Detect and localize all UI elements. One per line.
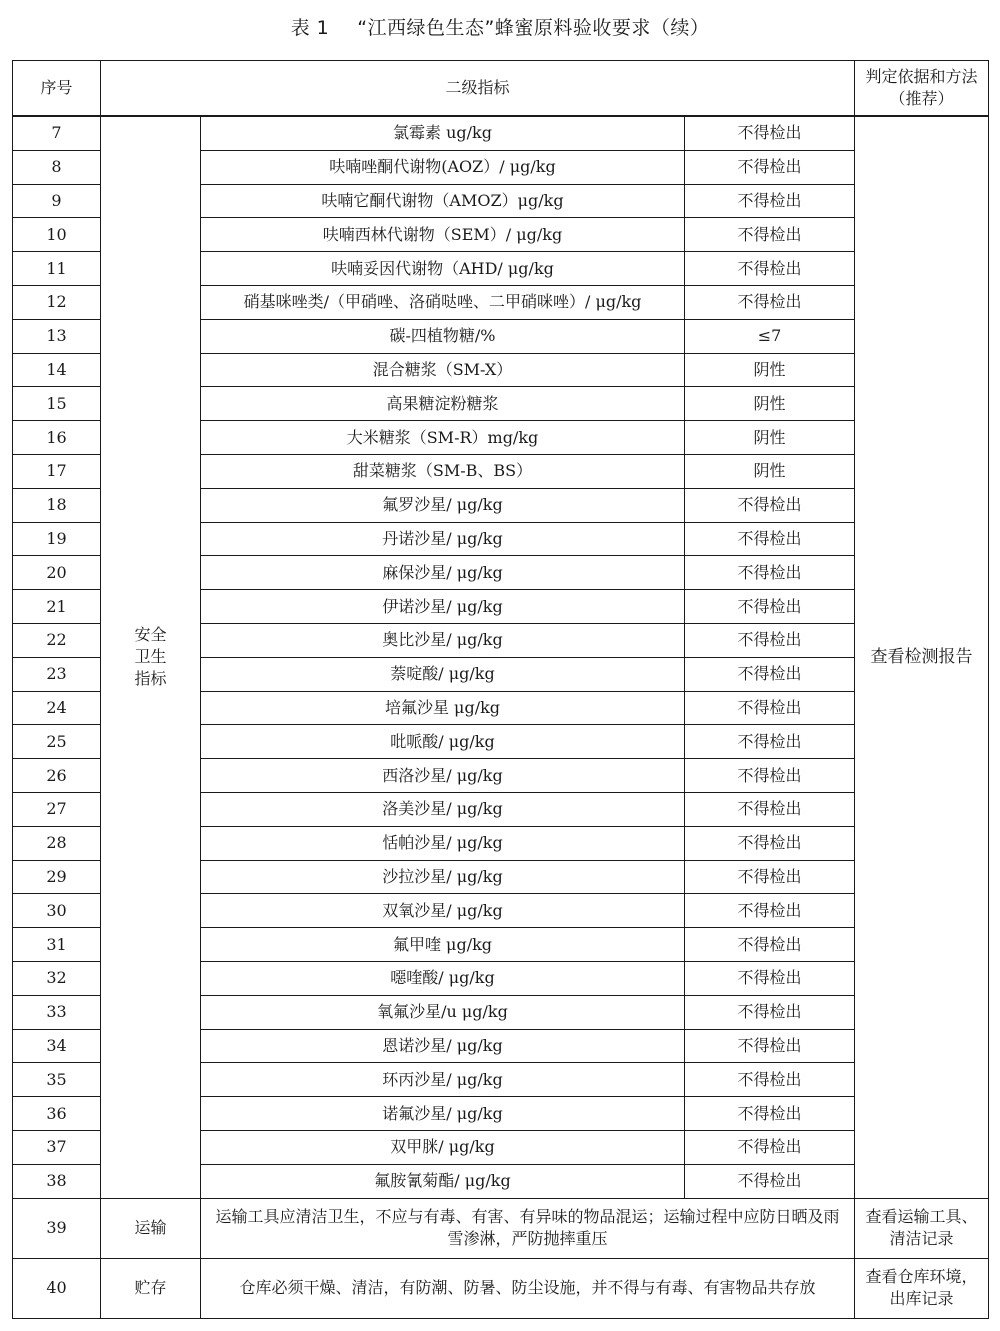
row-number: 38 — [13, 1164, 101, 1198]
row-number: 10 — [13, 218, 101, 252]
indicator-item: 伊诺沙星/ μg/kg — [201, 590, 685, 624]
indicator-value: 不得检出 — [685, 792, 855, 826]
row-number: 37 — [13, 1130, 101, 1164]
indicator-value: 不得检出 — [685, 894, 855, 928]
indicator-value: 不得检出 — [685, 590, 855, 624]
row-number: 21 — [13, 590, 101, 624]
indicator-value: 不得检出 — [685, 252, 855, 286]
indicator-item: 噁喹酸/ μg/kg — [201, 961, 685, 995]
header-indicator: 二级指标 — [101, 61, 855, 117]
table-row — [13, 1198, 989, 1258]
table-number: 表 1 — [290, 17, 330, 39]
row-number: 11 — [13, 252, 101, 286]
indicator-item: 沙拉沙星/ μg/kg — [201, 860, 685, 894]
row-number: 8 — [13, 150, 101, 184]
indicator-item: 麻保沙星/ μg/kg — [201, 556, 685, 590]
indicator-value: 不得检出 — [685, 1164, 855, 1198]
indicator-item: 洛美沙星/ μg/kg — [201, 792, 685, 826]
requirement-text: 仓库必须干燥、清洁，有防潮、防暑、防尘设施，并不得与有毒、有害物品共存放 — [201, 1258, 855, 1318]
indicator-item: 碳-四植物糖/% — [201, 319, 685, 353]
indicator-item: 呋喃妥因代谢物（AHD/ μg/kg — [201, 252, 685, 286]
indicator-item: 混合糖浆（SM-X） — [201, 353, 685, 387]
row-number: 16 — [13, 421, 101, 455]
indicator-item: 诺氟沙星/ μg/kg — [201, 1097, 685, 1131]
indicator-value: ≤7 — [685, 319, 855, 353]
indicator-value: 不得检出 — [685, 860, 855, 894]
indicator-value: 不得检出 — [685, 1130, 855, 1164]
requirements-table — [12, 60, 989, 1319]
table-title — [0, 10, 1000, 46]
indicator-item: 吡哌酸/ μg/kg — [201, 725, 685, 759]
indicator-item: 氧氟沙星/u μg/kg — [201, 995, 685, 1029]
header-method: 判定依据和方法（推荐） — [855, 61, 989, 117]
indicator-value: 不得检出 — [685, 725, 855, 759]
row-number: 22 — [13, 623, 101, 657]
indicator-item: 萘啶酸/ μg/kg — [201, 657, 685, 691]
indicator-item: 双甲脒/ μg/kg — [201, 1130, 685, 1164]
row-number: 36 — [13, 1097, 101, 1131]
row-number: 30 — [13, 894, 101, 928]
row-number: 31 — [13, 928, 101, 962]
requirement-text: 运输工具应清洁卫生，不应与有毒、有害、有异味的物品混运；运输过程中应防日晒及雨雪渗淋，严防抛摔重压 — [201, 1198, 855, 1258]
row-number: 14 — [13, 353, 101, 387]
indicator-item: 呋喃它酮代谢物（AMOZ）μg/kg — [201, 184, 685, 218]
row-number: 20 — [13, 556, 101, 590]
indicator-value: 阴性 — [685, 421, 855, 455]
row-number: 12 — [13, 285, 101, 319]
indicator-value: 不得检出 — [685, 623, 855, 657]
category-cell: 运输 — [101, 1198, 201, 1258]
indicator-value: 不得检出 — [685, 826, 855, 860]
category-safety: 安全卫生指标 — [101, 116, 201, 1198]
indicator-value: 不得检出 — [685, 995, 855, 1029]
row-number: 40 — [13, 1258, 101, 1318]
indicator-value: 不得检出 — [685, 759, 855, 793]
indicator-value: 不得检出 — [685, 657, 855, 691]
indicator-item: 氯霉素 ug/kg — [201, 116, 685, 150]
row-number: 39 — [13, 1198, 101, 1258]
indicator-item: 硝基咪唑类/（甲硝唑、洛硝哒唑、二甲硝咪唑）/ μg/kg — [201, 285, 685, 319]
indicator-value: 不得检出 — [685, 285, 855, 319]
row-number: 35 — [13, 1063, 101, 1097]
indicator-item: 西洛沙星/ μg/kg — [201, 759, 685, 793]
indicator-value: 不得检出 — [685, 116, 855, 150]
method-cell: 查看仓库环境，出库记录 — [855, 1258, 989, 1318]
indicator-value: 不得检出 — [685, 522, 855, 556]
row-number: 26 — [13, 759, 101, 793]
indicator-value: 不得检出 — [685, 1029, 855, 1063]
indicator-value: 不得检出 — [685, 961, 855, 995]
row-number: 9 — [13, 184, 101, 218]
indicator-item: 氟胺氰菊酯/ μg/kg — [201, 1164, 685, 1198]
indicator-value: 不得检出 — [685, 184, 855, 218]
indicator-value: 不得检出 — [685, 488, 855, 522]
method-cell: 查看运输工具、清洁记录 — [855, 1198, 989, 1258]
indicator-value: 不得检出 — [685, 556, 855, 590]
table-body — [13, 61, 989, 1319]
indicator-item: 环丙沙星/ μg/kg — [201, 1063, 685, 1097]
indicator-item: 氟甲喹 μg/kg — [201, 928, 685, 962]
indicator-item: 恬帕沙星/ μg/kg — [201, 826, 685, 860]
row-number: 15 — [13, 387, 101, 421]
row-number: 7 — [13, 116, 101, 150]
method-safety: 查看检测报告 — [855, 116, 989, 1198]
indicator-value: 不得检出 — [685, 928, 855, 962]
row-number: 25 — [13, 725, 101, 759]
header-row — [13, 61, 989, 117]
indicator-item: 培氟沙星 μg/kg — [201, 691, 685, 725]
indicator-item: 氟罗沙星/ μg/kg — [201, 488, 685, 522]
row-number: 29 — [13, 860, 101, 894]
indicator-item: 呋喃唑酮代谢物(AOZ）/ μg/kg — [201, 150, 685, 184]
indicator-value: 阴性 — [685, 454, 855, 488]
indicator-item: 呋喃西林代谢物（SEM）/ μg/kg — [201, 218, 685, 252]
table-row — [13, 116, 989, 150]
indicator-value: 不得检出 — [685, 1063, 855, 1097]
indicator-value: 阴性 — [685, 353, 855, 387]
row-number: 28 — [13, 826, 101, 860]
row-number: 19 — [13, 522, 101, 556]
table-caption: “江西绿色生态”蜂蜜原料验收要求（续） — [357, 17, 710, 39]
indicator-item: 双氧沙星/ μg/kg — [201, 894, 685, 928]
table-row — [13, 1258, 989, 1318]
row-number: 33 — [13, 995, 101, 1029]
row-number: 13 — [13, 319, 101, 353]
row-number: 17 — [13, 454, 101, 488]
indicator-item: 大米糖浆（SM-R）mg/kg — [201, 421, 685, 455]
indicator-item: 丹诺沙星/ μg/kg — [201, 522, 685, 556]
row-number: 34 — [13, 1029, 101, 1063]
row-number: 24 — [13, 691, 101, 725]
row-number: 27 — [13, 792, 101, 826]
indicator-value: 不得检出 — [685, 1097, 855, 1131]
indicator-value: 阴性 — [685, 387, 855, 421]
indicator-value: 不得检出 — [685, 150, 855, 184]
row-number: 23 — [13, 657, 101, 691]
row-number: 32 — [13, 961, 101, 995]
indicator-value: 不得检出 — [685, 218, 855, 252]
indicator-item: 甜菜糖浆（SM-B、BS） — [201, 454, 685, 488]
indicator-item: 奥比沙星/ μg/kg — [201, 623, 685, 657]
indicator-value: 不得检出 — [685, 691, 855, 725]
category-cell: 贮存 — [101, 1258, 201, 1318]
indicator-item: 恩诺沙星/ μg/kg — [201, 1029, 685, 1063]
header-no: 序号 — [13, 61, 101, 117]
indicator-item: 高果糖淀粉糖浆 — [201, 387, 685, 421]
row-number: 18 — [13, 488, 101, 522]
